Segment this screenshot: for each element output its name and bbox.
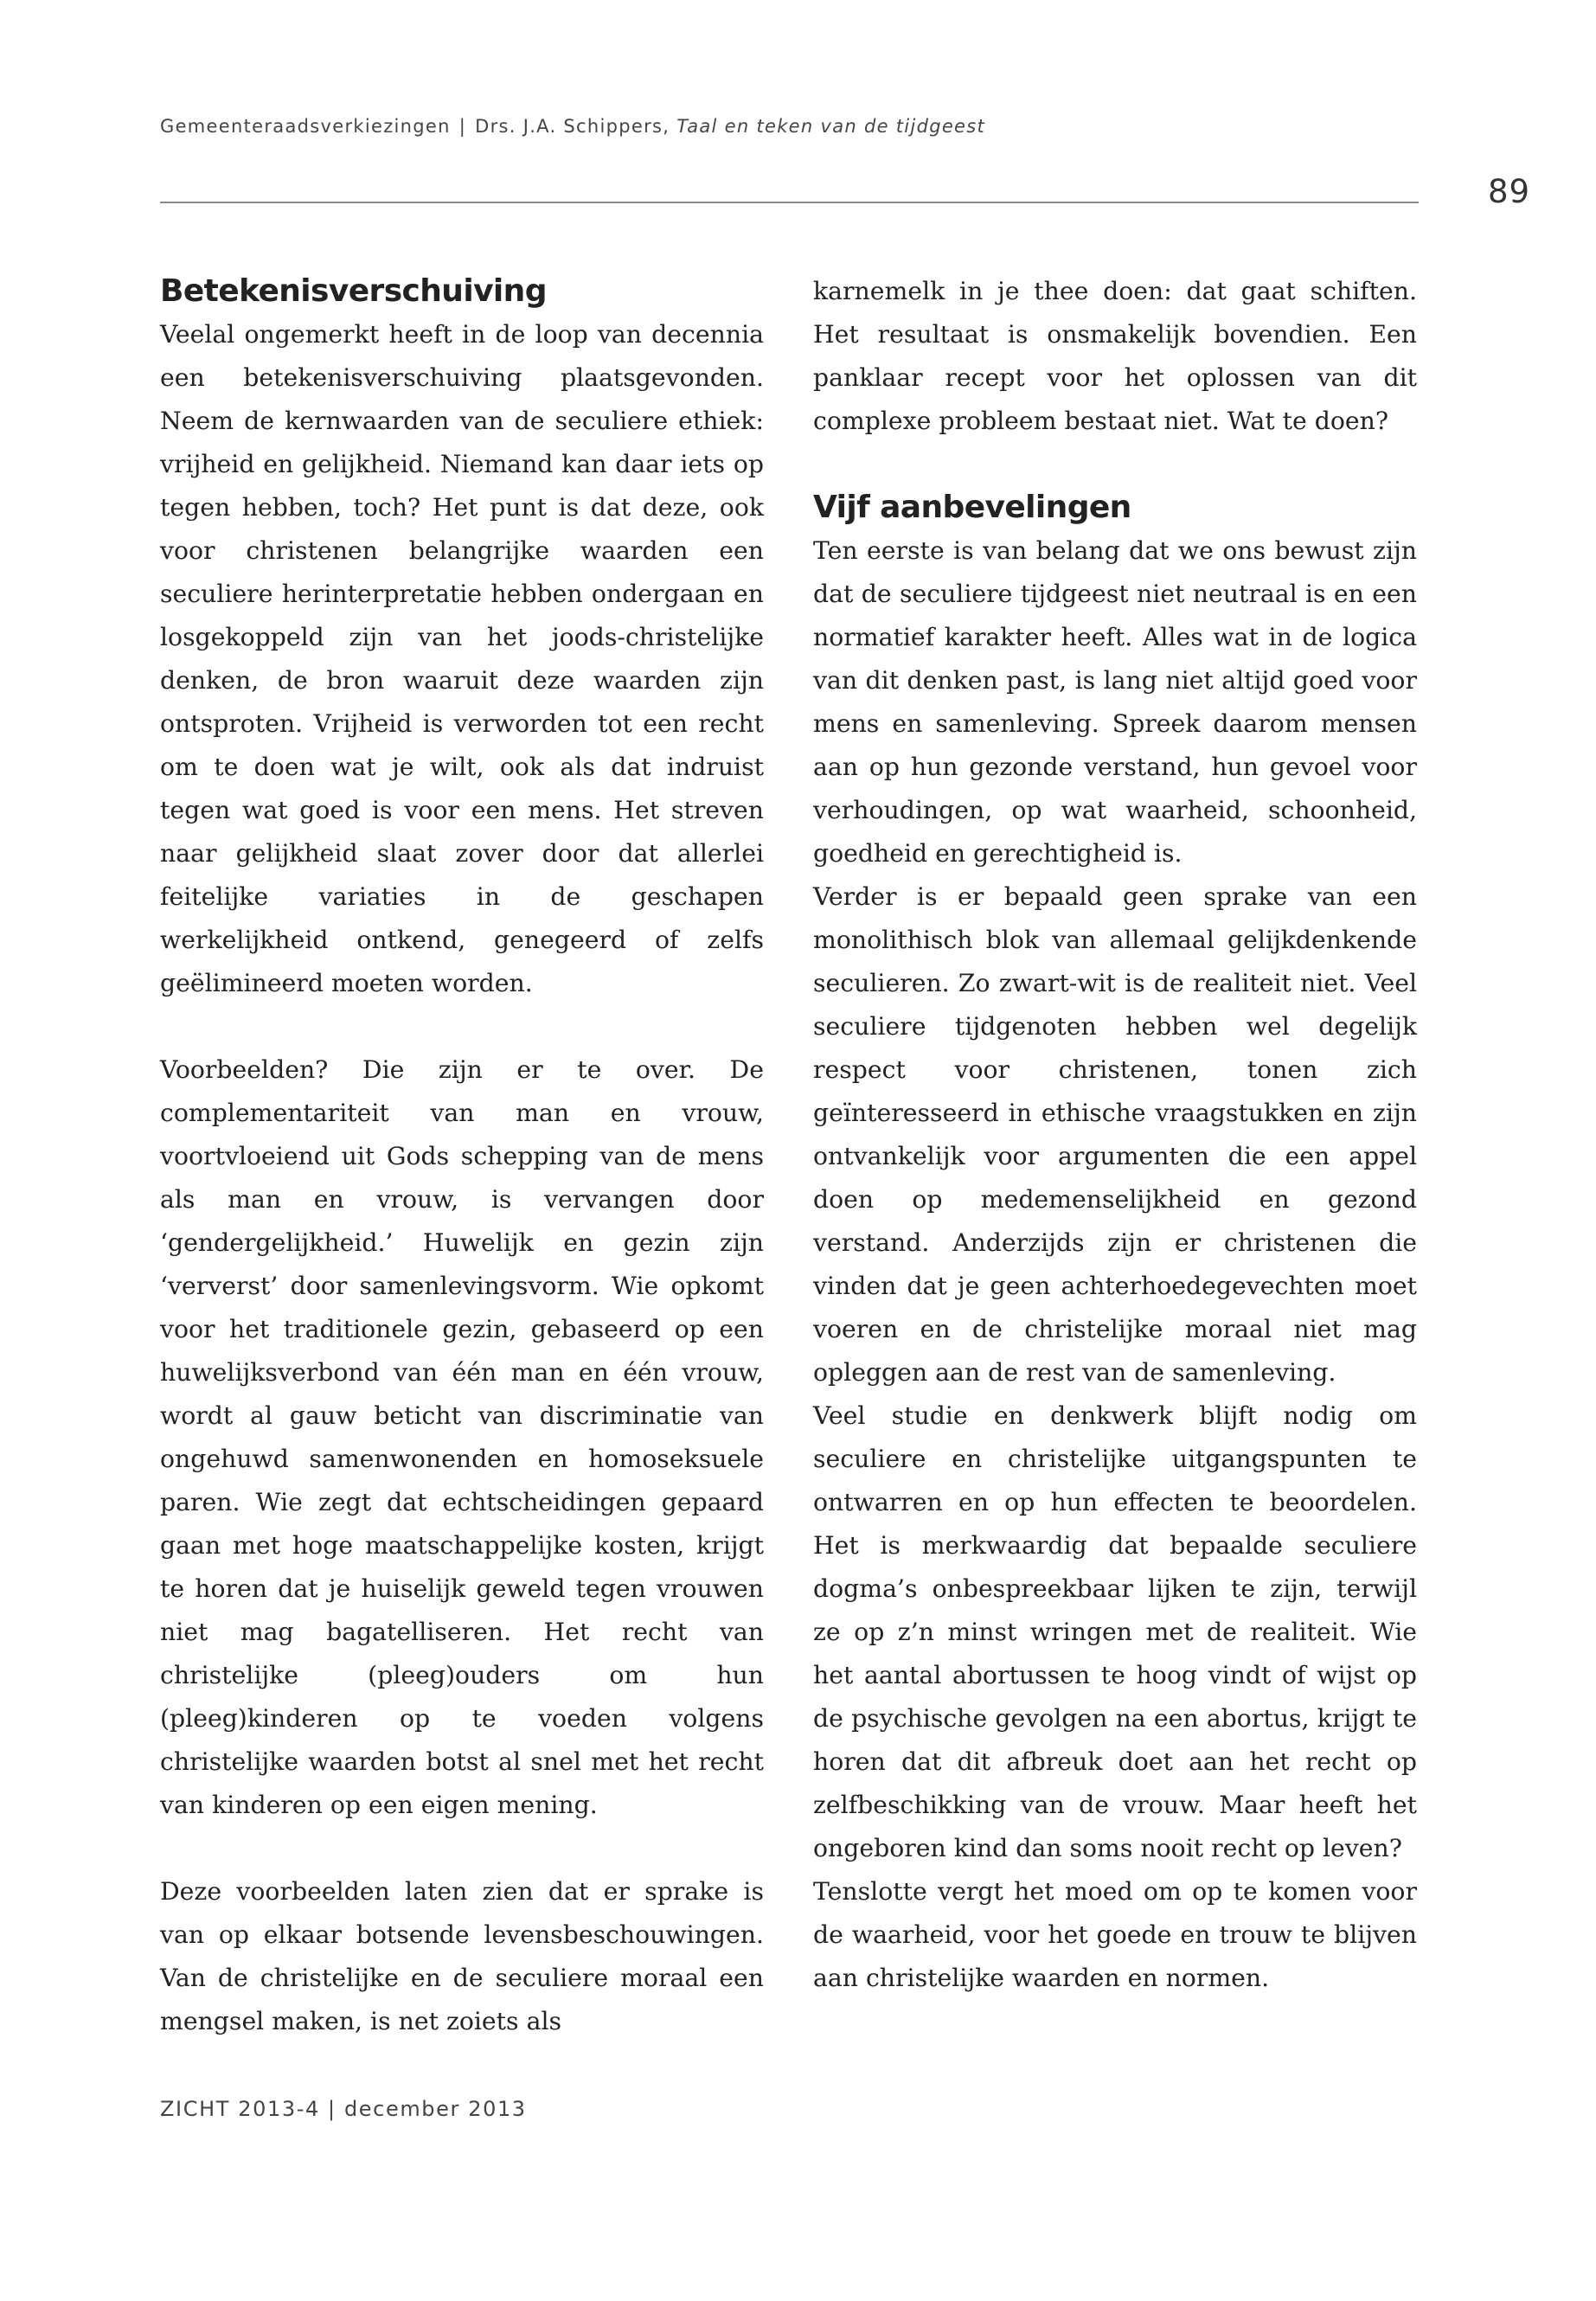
section-heading-betekenisverschuiving: Betekenisverschuiving [160,273,547,309]
paragraph-gap [813,443,1417,486]
page-number: 89 [1488,173,1531,210]
footer-issue-info: ZICHT 2013-4 | december 2013 [160,2097,527,2121]
paragraph-continuation: karnemelk in je thee doen: dat gaat schiften. Het resultaat is onsmakelijk bovendien. Een panklaar recept voor het oplossen van dit complexe probleem bestaat niet. Wat te doen? [813,277,1417,435]
running-head-section: Gemeenteraadsverkiezingen [160,116,451,137]
paragraph: Voorbeelden? Die zijn er te over. De complementariteit van man en vrouw, voortvloeiend uit Gods schepping van de mens als man en vrouw, is vervangen door ‘gendergelijkheid.’ Huwelijk en gezin zijn ‘ververst’ door samenlevingsvorm. Wie opkomt voor het traditionele gezin, gebaseerd op een huwelijksverbond van één man en één vrouw, wordt al gauw beticht van discriminatie van ongehuwd samenwonenden en homoseksuele paren. Wie zegt dat echtscheidingen gepaard gaan met hoge maatschappelijke kosten, krijgt te horen dat je huiselijk geweld tegen vrouwen niet mag bagatelliseren. Het recht van christelijke (pleeg)ouders om hun (pleeg)kinderen op te voeden volgens christelijke waarden botst al snel met het recht van kinderen op een eigen mening. [160,1055,764,1819]
paragraph: Veelal ongemerkt heeft in de loop van decennia een betekenisverschuiving plaatsgevonden. Neem de kernwaarden van de seculiere ethiek: vrijheid en gelijkheid. Niemand kan daar iets op tegen hebben, toch? Het punt is dat deze, ook voor christenen belangrijke waarden een seculiere herinterpretatie hebben ondergaan en losgekoppeld zijn van het joods-christelijke denken, de bron waaruit deze waarden zijn ontsproten. Vrijheid is verworden tot een recht om te doen wat je wilt, ook als dat indruist tegen wat goed is voor een mens. Het streven naar gelijkheid slaat zover door dat allerlei feitelijke variaties in de geschapen werkelijkheid ontkend, genegeerd of zelfs geëlimineerd moeten worden. [160,320,764,997]
paragraph: Veel studie en denkwerk blijft nodig om seculiere en christelijke uitgangspunten te ontwarren en op hun effecten te beoordelen. Het is merkwaardig dat bepaalde seculiere dogma’s onbespreekbaar lijken te zijn, terwijl ze op z’n minst wringen met de realiteit. Wie het aantal abortussen te hoog vindt of wijst op de psychische gevolgen na een abortus, krijgt te horen dat dit afbreuk doet aan het recht op zelfbeschikking van de vrouw. Maar heeft het ongeboren kind dan soms nooit recht op leven? [813,1401,1417,1862]
paragraph: Deze voorbeelden laten zien dat er sprake is van op elkaar botsende levensbeschouwingen. Van de christelijke en de seculiere moraal een mengsel maken, is net zoiets als [160,1877,764,2035]
right-column [813,270,1417,2000]
section-heading-vijf-aanbevelingen: Vijf aanbevelingen [813,490,1131,525]
left-column [160,270,764,2043]
running-head-title: Taal en teken van de tijdgeest [676,116,986,137]
paragraph-gap [160,1827,764,1870]
paragraph: Verder is er bepaald geen sprake van een monolithisch blok van allemaal gelijkdenkende seculieren. Zo zwart-wit is de realiteit niet. Veel seculiere tijdgenoten hebben wel degelijk respect voor christenen, tonen zich geïnteresseerd in ethische vraagstukken en zijn ontvankelijk voor argumenten die een appel doen op medemenselijkheid en gezond verstand. Anderzijds zijn er christenen die vinden dat je geen achterhoedegevechten moet voeren en de christelijke moraal niet mag opleggen aan de rest van de samenleving. [813,882,1417,1387]
running-head-author: Drs. J.A. Schippers, [475,116,670,137]
paragraph: Tenslotte vergt het moed om op te komen voor de waarheid, voor het goede en trouw te blijven aan christelijke waarden en normen. [813,1877,1417,1992]
paragraph-gap [160,1005,764,1048]
running-head [160,116,985,137]
running-head-separator: | [458,116,467,137]
header-rule [160,202,1419,203]
paragraph: Ten eerste is van belang dat we ons bewust zijn dat de seculiere tijdgeest niet neutraal is en een normatief karakter heeft. Alles wat in de logica van dit denken past, is lang niet altijd goed voor mens en samenleving. Spreek daarom mensen aan op hun gezonde verstand, hun gevoel voor verhoudingen, op wat waarheid, schoonheid, goedheid en gerechtigheid is. [813,536,1417,868]
